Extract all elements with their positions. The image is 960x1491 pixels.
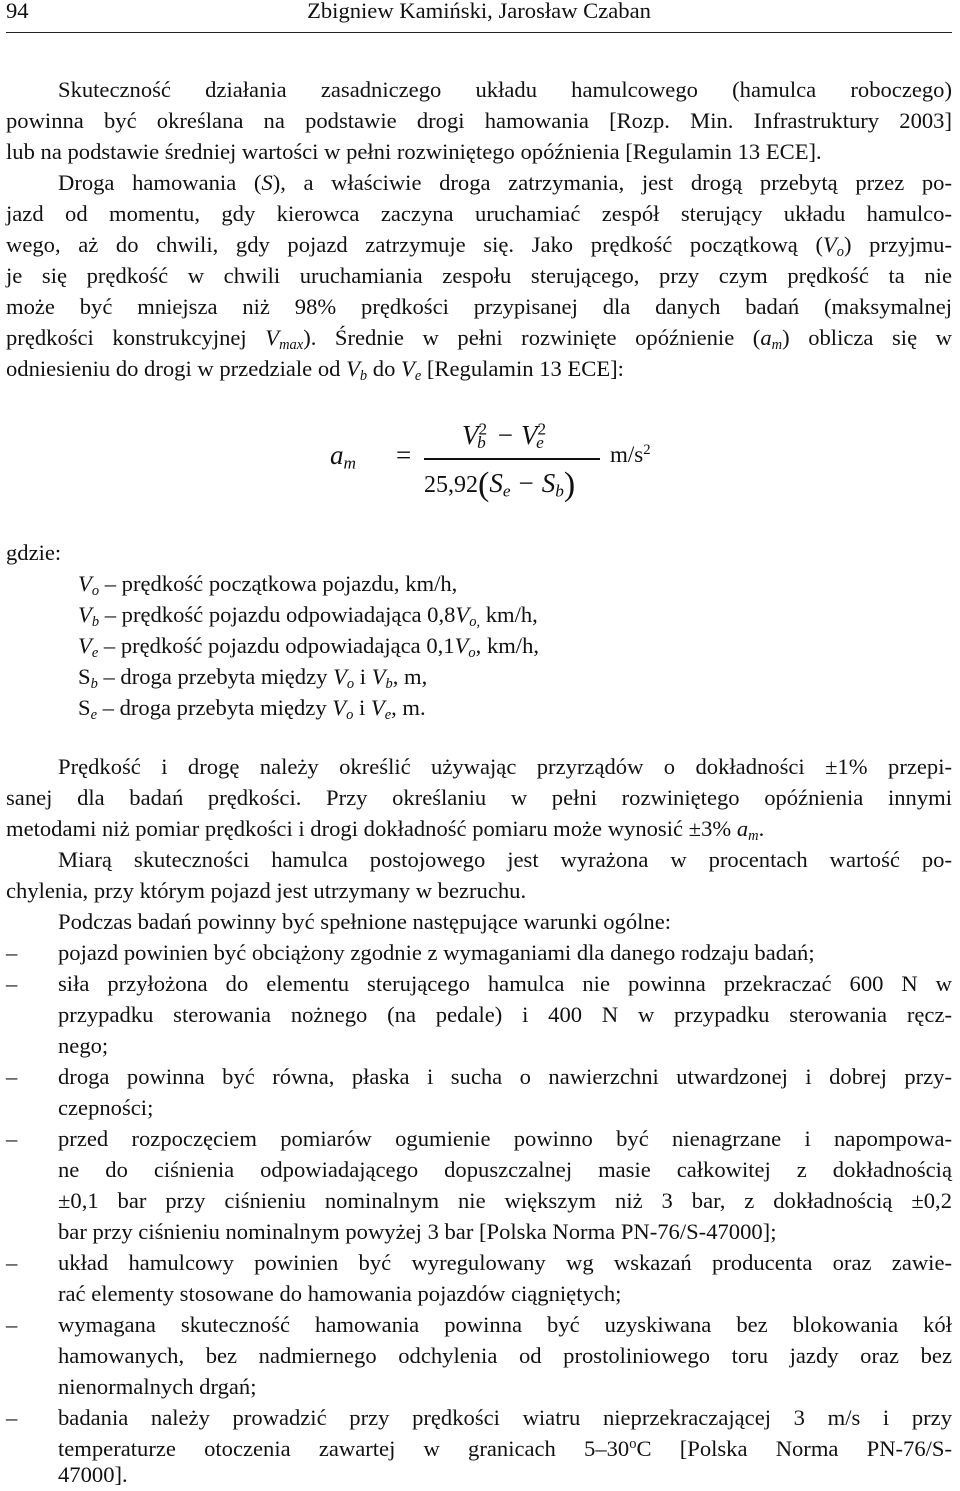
text-line: Skuteczność działania zasadniczego układu hamulcowego (hamulca roboczego) (58, 77, 952, 102)
list-item-line: ne do ciśnienia odpowiadającego dopuszczalnej masie całkowitej z dokładnością (58, 1157, 952, 1182)
text-line: Prędkość i drogę należy określić używając przyrządów o dokładności ±1% przepi- (58, 754, 952, 779)
definitions-intro: gdzie: (6, 540, 62, 565)
definition-item: $V_o$ – prędkość początkowa pojazdu, km/h, (78, 571, 458, 599)
list-item-line: nego; (58, 1033, 109, 1058)
text-line: prędkości konstrukcyjnej $V_{max}$). Średnie w pełni rozwinięte opóźnienie $(a_m)$ oblicza się w (6, 325, 952, 353)
text-line: chylenia, przy którym pojazd jest utrzymany w bezruchu. (6, 878, 527, 903)
list-item-line: droga powinna być równa, płaska i sucha o nawierzchni utwardzonej i dobrej przy- (58, 1064, 952, 1089)
paragraph-test-conditions-intro: Podczas badań powinny być spełnione następujące warunki ogólne: (58, 909, 671, 934)
list-item-line: wymagana skuteczność hamowania powinna być uzyskiwana bez blokowania kół (58, 1312, 952, 1337)
formula-equals: = (396, 440, 412, 470)
text-line: metodami niż pomiar prędkości i drogi dokładność pomiaru może wynosić ±3% $a_m$. (6, 816, 765, 844)
definition-item: $V_b$ – prędkość pojazdu odpowiadająca $0,8V_{o,}$ km/h, (78, 602, 538, 630)
page-number: 94 (6, 0, 29, 23)
definition-item: $S_e$ – droga przebyta między $V_o$ i $V_e$, m. (78, 695, 426, 723)
text-line: powinna być określana na podstawie drogi hamowania [Rozp. Min. Infrastruktury 2003] (6, 108, 952, 133)
list-item-line: przed rozpoczęciem pomiarów ogumienie powinno być nienagrzane i napompowa- (58, 1126, 952, 1151)
list-item-line: bar przy ciśnieniu nominalnym powyżej 3 bar [Polska Norma PN-76/S-47000]; (58, 1219, 777, 1244)
list-item: pojazd powinien być obciążony zgodnie z wymaganiami dla danego rodzaju badań; (58, 940, 815, 965)
list-item-line: 47000]. (58, 1462, 128, 1487)
text-line: sanej dla badań prędkości. Przy określaniu w pełni rozwiniętego opóźnienia innymi (6, 785, 952, 810)
list-item-line: ±0,1 bar przy ciśnieniu nominalnym nie większym niż 3 bar, z dokładnością ±0,2 (58, 1188, 952, 1213)
list-item-line: przypadku sterowania nożnego (na pedale) i 400 N w przypadku sterowania ręcz- (58, 1002, 952, 1027)
list-item-line: czepności; (58, 1095, 154, 1120)
list-dash: – (6, 1126, 18, 1151)
list-item-line: nienormalnych drgań; (58, 1374, 257, 1399)
running-head: Zbigniew Kamiński, Jarosław Czaban (307, 0, 651, 23)
definition-item: $S_b$ – droga przebyta między $V_o$ i $V_b$, m, (78, 664, 428, 692)
list-item-line: siła przyłożona do elementu sterującego hamulca nie powinna przekraczać 600 N w (58, 971, 952, 996)
list-dash: – (6, 1405, 18, 1430)
page-header (6, 0, 952, 33)
text-line: lub na podstawie średniej wartości w pełni rozwiniętego opóźnienia [Regulamin 13 ECE]. (6, 139, 822, 164)
text-line: jazd od momentu, gdy kierowca zaczyna uruchamiać zespół sterujący układu hamulco- (6, 201, 952, 226)
list-dash: – (6, 1064, 18, 1089)
list-item-line: badania należy prowadzić przy prędkości wiatru nieprzekraczającej 3 m/s i przy (58, 1405, 952, 1430)
fraction-bar (424, 458, 600, 460)
list-dash: – (6, 940, 18, 965)
formula-lhs: $a_m$ (330, 440, 356, 473)
list-item-line: rać elementy stosowane do hamowania pojazdów ciągniętych; (58, 1281, 622, 1306)
text-line: może być mniejsza niż 98% prędkości przypisanej dla danych badań (maksymalnej (6, 294, 952, 319)
list-dash: – (6, 1312, 18, 1337)
text-line: odniesieniu do drogi w przedziale od $V_b$ do $V_e$ [Regulamin 13 ECE]: (6, 356, 624, 384)
list-item-line: układ hamulcowy powinien być wyregulowany wg wskazań producenta oraz zawie- (58, 1250, 952, 1275)
list-item-line: hamowanych, bez nadmiernego odchylenia od prostoliniowego toru jazdy oraz bez (58, 1343, 952, 1368)
text-line: wego, aż do chwili, gdy pojazd zatrzymuje się. Jako prędkość początkową $(V_o)$ przyjmu- (6, 232, 952, 260)
text-line: je się prędkość w chwili uruchamiania zespołu sterującego, przy czym prędkość ta nie (6, 263, 952, 288)
text-line: Droga hamowania (S), a właściwie droga zatrzymania, jest drogą przebytą przez po- (58, 170, 952, 195)
list-item-line: temperaturze otoczenia zawartej w granicach 5–30$^o$C [Polska Norma PN-76/S- (58, 1436, 952, 1461)
text-line: Miarą skuteczności hamulca postojowego jest wyrażona w procentach wartość po- (58, 847, 952, 872)
list-dash: – (6, 1250, 18, 1275)
formula-unit: $m/s^2$ (610, 441, 651, 467)
list-dash: – (6, 971, 18, 996)
definition-item: $V_e$ – prędkość pojazdu odpowiadająca $0,1V_o$, km/h, (78, 633, 540, 661)
formula-denominator: $25,92(S_e - S_b)$ (424, 466, 576, 503)
formula-numerator: $V^2_b - V^2_e$ (462, 419, 547, 453)
